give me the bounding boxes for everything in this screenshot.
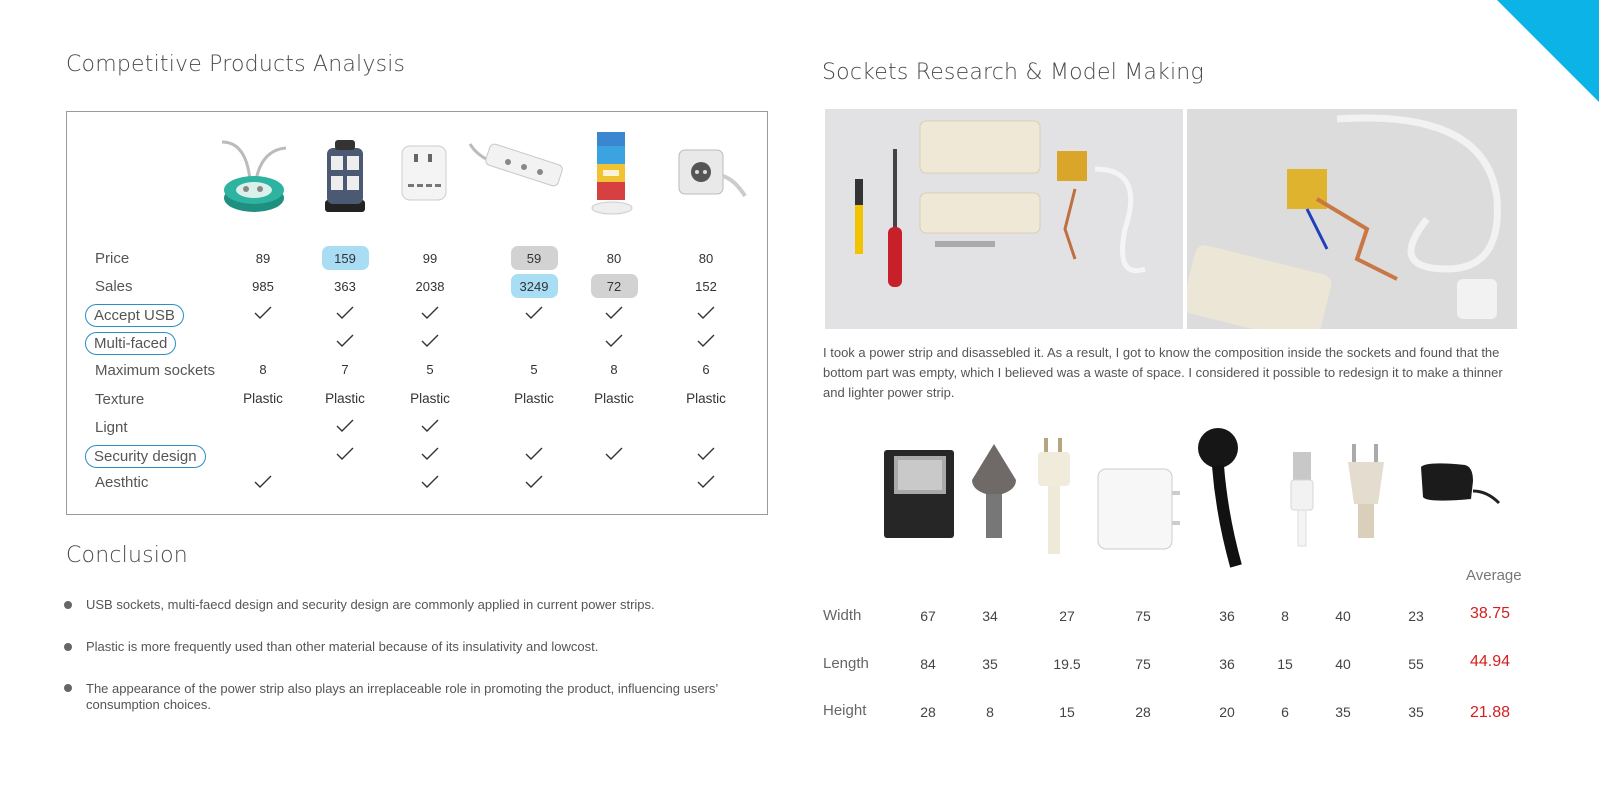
- check-icon: [697, 306, 715, 320]
- product-cube-socket-image: [675, 146, 747, 208]
- conclusion-point: Plastic is more frequently used than other material because of its insulativity and lowcost.: [86, 639, 599, 654]
- table-cell: Plastic: [243, 391, 283, 406]
- product-strip-socket-image: [466, 140, 566, 200]
- dimension-cell: 67: [920, 608, 936, 624]
- row-label-accept-usb: Accept USB: [85, 304, 184, 327]
- check-icon: [421, 419, 439, 433]
- dimension-cell: 6: [1281, 704, 1289, 720]
- product-round-socket-image: [202, 132, 292, 218]
- row-label-multi-faced: Multi-faced: [85, 332, 176, 355]
- check-icon: [336, 334, 354, 348]
- table-cell: Plastic: [325, 391, 365, 406]
- check-icon: [421, 306, 439, 320]
- check-icon: [336, 419, 354, 433]
- dimension-label-length: Length: [823, 655, 869, 672]
- table-cell: Plastic: [594, 391, 634, 406]
- dimension-cell: 75: [1135, 656, 1151, 672]
- bullet-dot: [64, 601, 72, 609]
- dimension-cell: 15: [1059, 704, 1075, 720]
- plug-laptop-adapter-image: [1096, 467, 1182, 551]
- dimension-cell: 35: [1335, 704, 1351, 720]
- average-column-title: Average: [1466, 567, 1522, 584]
- table-cell: Plastic: [686, 391, 726, 406]
- research-paragraph: I took a power strip and disassebled it. As a result, I got to know the composition inside the sockets and found that the bottom part was empty, which I believed was a waste of space. I considered it possible to redesign it to make a thinner and lighter power strip.: [823, 345, 1503, 400]
- average-width-value: 38.75: [1470, 605, 1511, 622]
- plug-wall-adapter-image: [1417, 461, 1501, 521]
- dimension-cell: 36: [1219, 656, 1235, 672]
- dimension-label-height: Height: [823, 702, 867, 719]
- table-cell: 8: [610, 362, 618, 377]
- check-icon: [605, 334, 623, 348]
- check-icon: [525, 447, 543, 461]
- check-icon: [421, 447, 439, 461]
- row-label-maximum-sockets: Maximum sockets: [95, 362, 216, 379]
- bullet-dot: [64, 643, 72, 651]
- plug-usb-connector-image: [1287, 452, 1317, 548]
- dimension-cell: 84: [920, 656, 936, 672]
- row-label-texture: Texture: [95, 391, 145, 408]
- table-cell: 985: [252, 279, 274, 294]
- dimension-cell: 40: [1335, 656, 1351, 672]
- conclusion-point: USB sockets, multi-faecd design and security design are commonly applied in current power strips.: [86, 597, 655, 612]
- table-cell: 5: [530, 362, 538, 377]
- dimension-cell: 19.5: [1053, 656, 1081, 672]
- table-cell: 8: [259, 362, 267, 377]
- table-cell: 72: [606, 279, 622, 294]
- row-label-aesthetic: Aesthtic: [95, 474, 149, 491]
- dimension-cell: 8: [1281, 608, 1289, 624]
- row-label-security-design: Security design: [85, 445, 206, 468]
- product-tower-socket-image: [321, 140, 369, 215]
- dimension-cell: 20: [1219, 704, 1235, 720]
- table-cell: 99: [422, 251, 438, 266]
- table-cell: 3249: [519, 279, 549, 294]
- table-cell: 159: [334, 251, 356, 266]
- dimension-cell: 27: [1059, 608, 1075, 624]
- product-stack-socket-image: [587, 130, 637, 216]
- bullet-dot: [64, 684, 72, 692]
- plug-three-pin-image: [1342, 444, 1390, 540]
- table-cell: 59: [526, 251, 542, 266]
- table-cell: 80: [698, 251, 714, 266]
- table-cell: 80: [606, 251, 622, 266]
- check-icon: [254, 475, 272, 489]
- check-icon: [697, 447, 715, 461]
- table-cell: 7: [341, 362, 349, 377]
- average-length-value: 44.94: [1470, 653, 1511, 670]
- dimension-cell: 35: [982, 656, 998, 672]
- check-icon: [697, 334, 715, 348]
- dimension-cell: 28: [920, 704, 936, 720]
- dimension-cell: 55: [1408, 656, 1424, 672]
- conclusion-point: The appearance of the power strip also plays an irreplaceable role in promoting the product, influencing users’ consumption choices.: [86, 681, 718, 712]
- disassembled-power-strip-photo: [825, 109, 1183, 329]
- dimension-cell: 15: [1277, 656, 1293, 672]
- table-cell: 89: [255, 251, 271, 266]
- row-label-light: Lignt: [95, 419, 128, 436]
- dimension-cell: 75: [1135, 608, 1151, 624]
- corner-accent: [1497, 0, 1599, 102]
- dimension-label-width: Width: [823, 607, 862, 624]
- average-height-value: 21.88: [1470, 704, 1511, 721]
- table-cell: 363: [334, 279, 356, 294]
- table-cell: Plastic: [514, 391, 554, 406]
- check-icon: [605, 306, 623, 320]
- check-icon: [525, 475, 543, 489]
- table-cell: 6: [702, 362, 710, 377]
- dimension-cell: 40: [1335, 608, 1351, 624]
- plug-uk-plug-image: [966, 440, 1022, 540]
- dimension-cell: 36: [1219, 608, 1235, 624]
- competitive-analysis-title: Competitive Products Analysis: [66, 52, 406, 77]
- plug-camera-charger-image: [882, 446, 957, 542]
- row-label-price: Price: [95, 250, 130, 267]
- row-label-sales: Sales: [95, 278, 133, 295]
- dimension-cell: 34: [982, 608, 998, 624]
- product-usb-hub-image: [400, 140, 448, 202]
- dimension-cell: 8: [986, 704, 994, 720]
- check-icon: [254, 306, 272, 320]
- check-icon: [605, 447, 623, 461]
- table-cell: 152: [695, 279, 717, 294]
- check-icon: [421, 475, 439, 489]
- table-cell: 5: [426, 362, 434, 377]
- dimension-cell: 35: [1408, 704, 1424, 720]
- plug-round-plug-image: [1196, 426, 1252, 572]
- check-icon: [421, 334, 439, 348]
- check-icon: [697, 475, 715, 489]
- check-icon: [336, 306, 354, 320]
- sockets-research-title: Sockets Research & Model Making: [822, 60, 1204, 85]
- table-cell: Plastic: [410, 391, 450, 406]
- dimension-cell: 28: [1135, 704, 1151, 720]
- dimension-cell: 23: [1408, 608, 1424, 624]
- conclusion-title: Conclusion: [66, 543, 188, 568]
- power-strip-wiring-photo: [1187, 109, 1517, 329]
- check-icon: [336, 447, 354, 461]
- check-icon: [525, 306, 543, 320]
- plug-flat-pin-image: [1032, 438, 1076, 556]
- table-cell: 2038: [415, 279, 445, 294]
